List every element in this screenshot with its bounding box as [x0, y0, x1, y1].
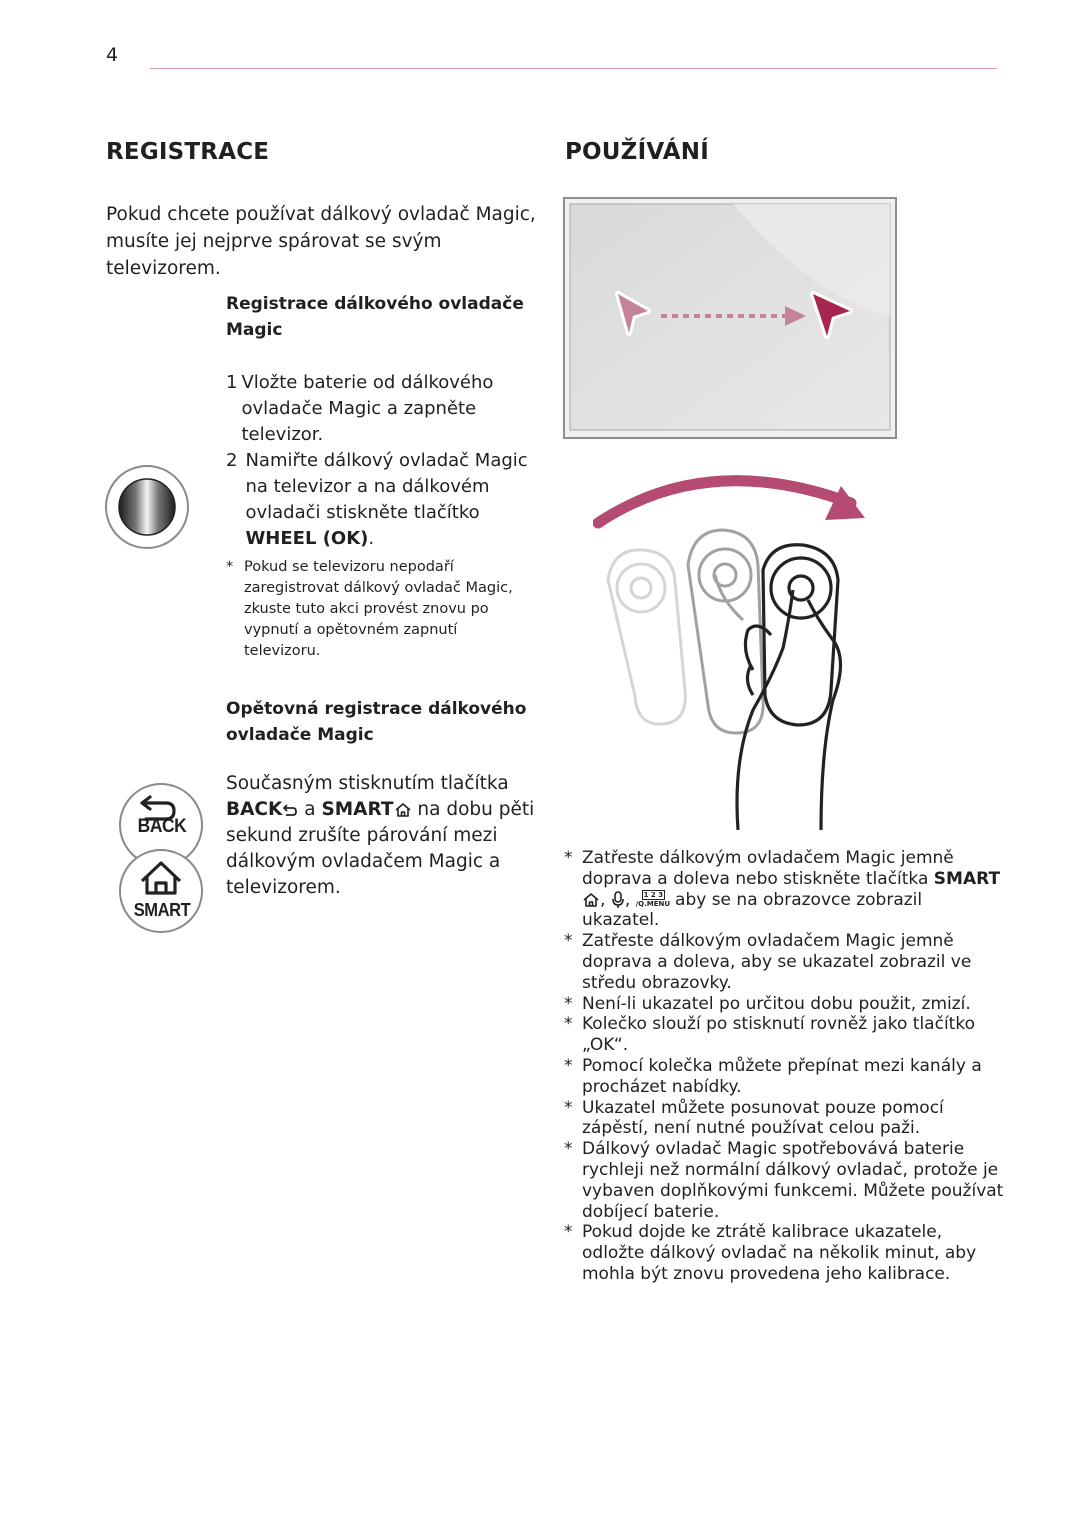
section-title-registrace: REGISTRACE — [106, 139, 270, 165]
wheel-button-icon — [104, 464, 190, 550]
wheel-ok-label: WHEEL (OK) — [245, 528, 369, 549]
home-icon — [582, 892, 600, 908]
step-1 — [226, 370, 536, 448]
header-rule — [150, 68, 997, 69]
step-number: 2 — [226, 450, 238, 471]
note-text: Zatřeste dálkovým ovladačem Magic jemně doprava a doleva nebo stiskněte tlačítka SMART , , 1 2 3 /Q.MENU aby se na obrazovce zobrazil ukazatel. — [582, 848, 1001, 931]
note-item: * Pomocí kolečka můžete přepínat mezi kanály a procházet nabídky. — [564, 1056, 1004, 1098]
tv-pointer-illustration — [563, 197, 899, 441]
step-text: Namiřte dálkový ovladač Magic na televizor a na dálkovém ovladači stiskněte tlačítko WHEEL (OK). — [245, 450, 528, 549]
home-icon — [394, 802, 412, 818]
back-icon-label: BACK — [137, 816, 187, 837]
note-item: * Kolečko slouží po stisknutí rovněž jako tlačítko „OK“. — [564, 1014, 1004, 1056]
step-2 — [226, 448, 536, 552]
note-item: * Zatřeste dálkovým ovladačem Magic jemně doprava a doleva nebo stiskněte tlačítka SMART , , 1 2 3 /Q.MENU aby se na obrazovce zobrazil ukazatel. — [564, 848, 1004, 931]
note-item: * Dálkový ovladač Magic spotřebovává baterie rychleji než normální dálkový ovladač, protože je vybaven doplňkovými funkcemi. Můžete používat dobíjecí baterie. — [564, 1139, 1004, 1222]
note-text: Kolečko slouží po stisknutí rovněž jako tlačítko „OK“. — [582, 1014, 975, 1056]
note-text: Pokud dojde ke ztrátě kalibrace ukazatele, odložte dálkový ovladač na několik minut, aby mohla být znovu provedena jeho kalibrace. — [582, 1222, 977, 1284]
shake-remote-illustration — [593, 470, 873, 832]
note-item: * Ukazatel můžete posunovat pouze pomocí zápěstí, není nutné používat celou paži. — [564, 1098, 1004, 1140]
microphone-icon — [611, 891, 625, 909]
note-text: Ukazatel můžete posunovat pouze pomocí zápěstí, není nutné používat celou paži. — [582, 1097, 944, 1139]
back-label: BACK — [226, 799, 283, 820]
smart-icon-label: SMART — [133, 900, 191, 920]
reregistration-text: Současným stisknutím tlačítka BACK a SMART na dobu pěti sekund zrušíte párování mezi dálkovým ovladačem Magic a televizorem. — [226, 773, 535, 898]
smart-label: SMART — [933, 868, 1001, 889]
note-marker: * — [226, 559, 234, 575]
note-text: Dálkový ovladač Magic spotřebovává baterie rychleji než normální dálkový ovladač, protože je vybaven doplňkovými funkcemi. Můžete používat dobíjecí baterie. — [582, 1139, 1004, 1222]
step-number: 1 — [226, 372, 238, 393]
note-text: Pomocí kolečka můžete přepínat mezi kanály a procházet nabídky. — [582, 1055, 982, 1097]
note-text: Není-li ukazatel po určitou dobu použit, zmizí. — [582, 993, 971, 1014]
usage-notes — [564, 848, 1004, 1285]
step-text: Vložte baterie od dálkového ovladače Magic a zapněte televizor. — [241, 372, 494, 445]
smart-label: SMART — [321, 799, 394, 820]
qmenu-icon: 1 2 3 /Q.MENU — [635, 890, 671, 908]
note-text: Zatřeste dálkovým ovladačem Magic jemně doprava a doleva, aby se ukazatel zobrazil ve středu obrazovky. — [582, 931, 972, 993]
note-item: * Zatřeste dálkovým ovladačem Magic jemně doprava a doleva, aby se ukazatel zobrazil ve středu obrazovky. — [564, 931, 1004, 993]
note-item: * Pokud dojde ke ztrátě kalibrace ukazatele, odložte dálkový ovladač na několik minut, aby mohla být znovu provedena jeho kalibrace. — [564, 1222, 1004, 1284]
page-number: 4 — [106, 44, 119, 66]
back-icon — [282, 803, 298, 817]
registration-steps — [226, 370, 536, 552]
section-title-pouzivani: POUŽÍVÁNÍ — [565, 139, 709, 165]
registration-intro: Pokud chcete používat dálkový ovladač Magic, musíte jej nejprve spárovat se svým televizorem. — [106, 204, 536, 279]
note-text: Pokud se televizoru nepodaří zaregistrovat dálkový ovladač Magic, zkuste tuto akci provést znovu po vypnutí a opětovném zapnutí televizoru. — [244, 559, 513, 659]
registration-note — [226, 557, 526, 662]
registration-heading: Registrace dálkového ovladače Magic — [226, 294, 524, 340]
reregistration-heading: Opětovná registrace dálkového ovladače Magic — [226, 699, 527, 745]
note-item: * Není-li ukazatel po určitou dobu použit, zmizí. — [564, 993, 971, 1014]
